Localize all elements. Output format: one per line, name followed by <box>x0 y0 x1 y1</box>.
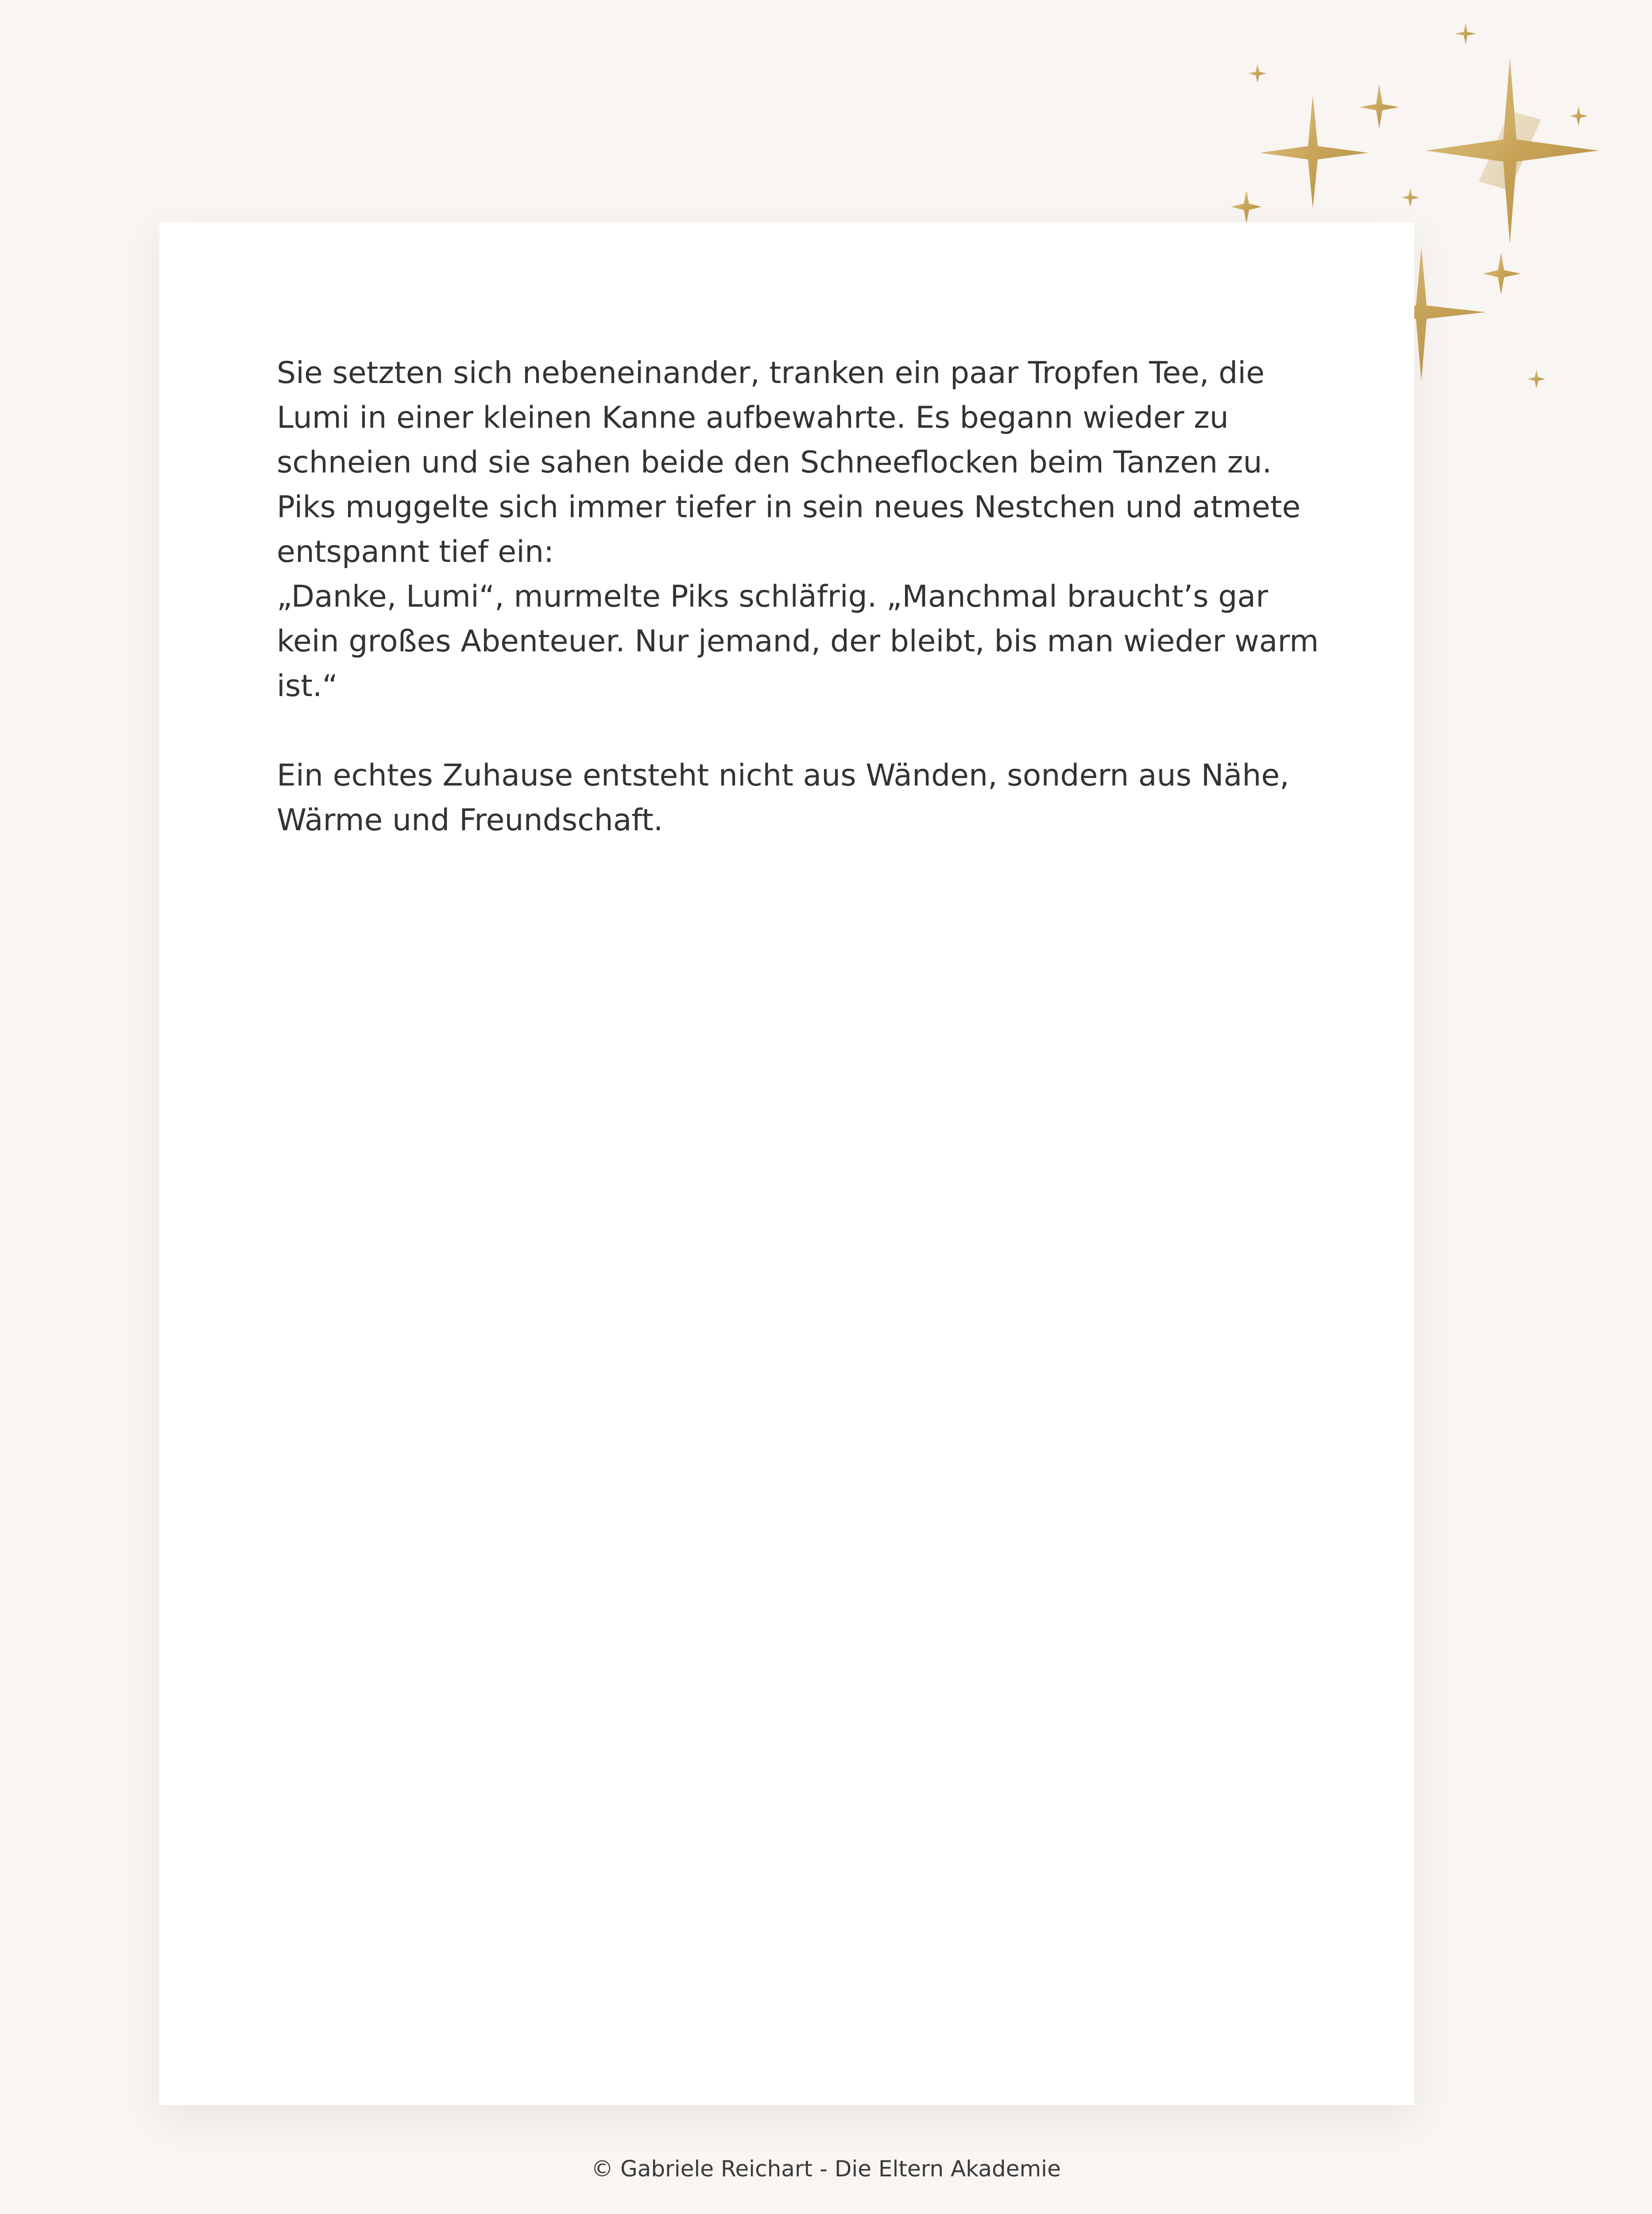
sparkle-tiny <box>1455 23 1476 44</box>
story-text <box>277 351 1322 843</box>
sparkle-small <box>1359 84 1399 128</box>
story-paragraph-1: Sie setzten sich nebeneinander, tranken ein paar Tropfen Tee, die Lumi in einer kleinen Kanne aufbewahrte. Es begann wieder zu schneien und sie sahen beide den Schneeflocken beim Tanzen zu. Piks muggelte sich immer tiefer in sein neues Nestchen und atmete entspannt tief ein: <box>277 356 1301 569</box>
sparkle-tiny <box>1528 370 1545 388</box>
page-card <box>159 222 1414 2105</box>
story-paragraph-3: Ein echtes Zuhause entsteht nicht aus Wänden, sondern aus Nähe, Wärme und Freundschaft. <box>277 758 1289 838</box>
sparkle-small <box>1483 252 1521 294</box>
sparkle-medium-left <box>1260 95 1368 208</box>
story-paragraph-2: „Danke, Lumi“, murmelte Piks schläfrig. „Manchmal braucht’s gar kein großes Abenteuer. Nur jemand, der bleibt, bis man wieder warm ist.“ <box>277 579 1319 704</box>
footer-copyright: © Gabriele Reichart - Die Eltern Akademie <box>591 2156 1061 2182</box>
sparkle-tiny <box>1401 188 1419 207</box>
sparkle-tiny <box>1569 106 1588 126</box>
sparkle-small <box>1231 190 1262 224</box>
sparkle-tiny <box>1249 64 1266 83</box>
